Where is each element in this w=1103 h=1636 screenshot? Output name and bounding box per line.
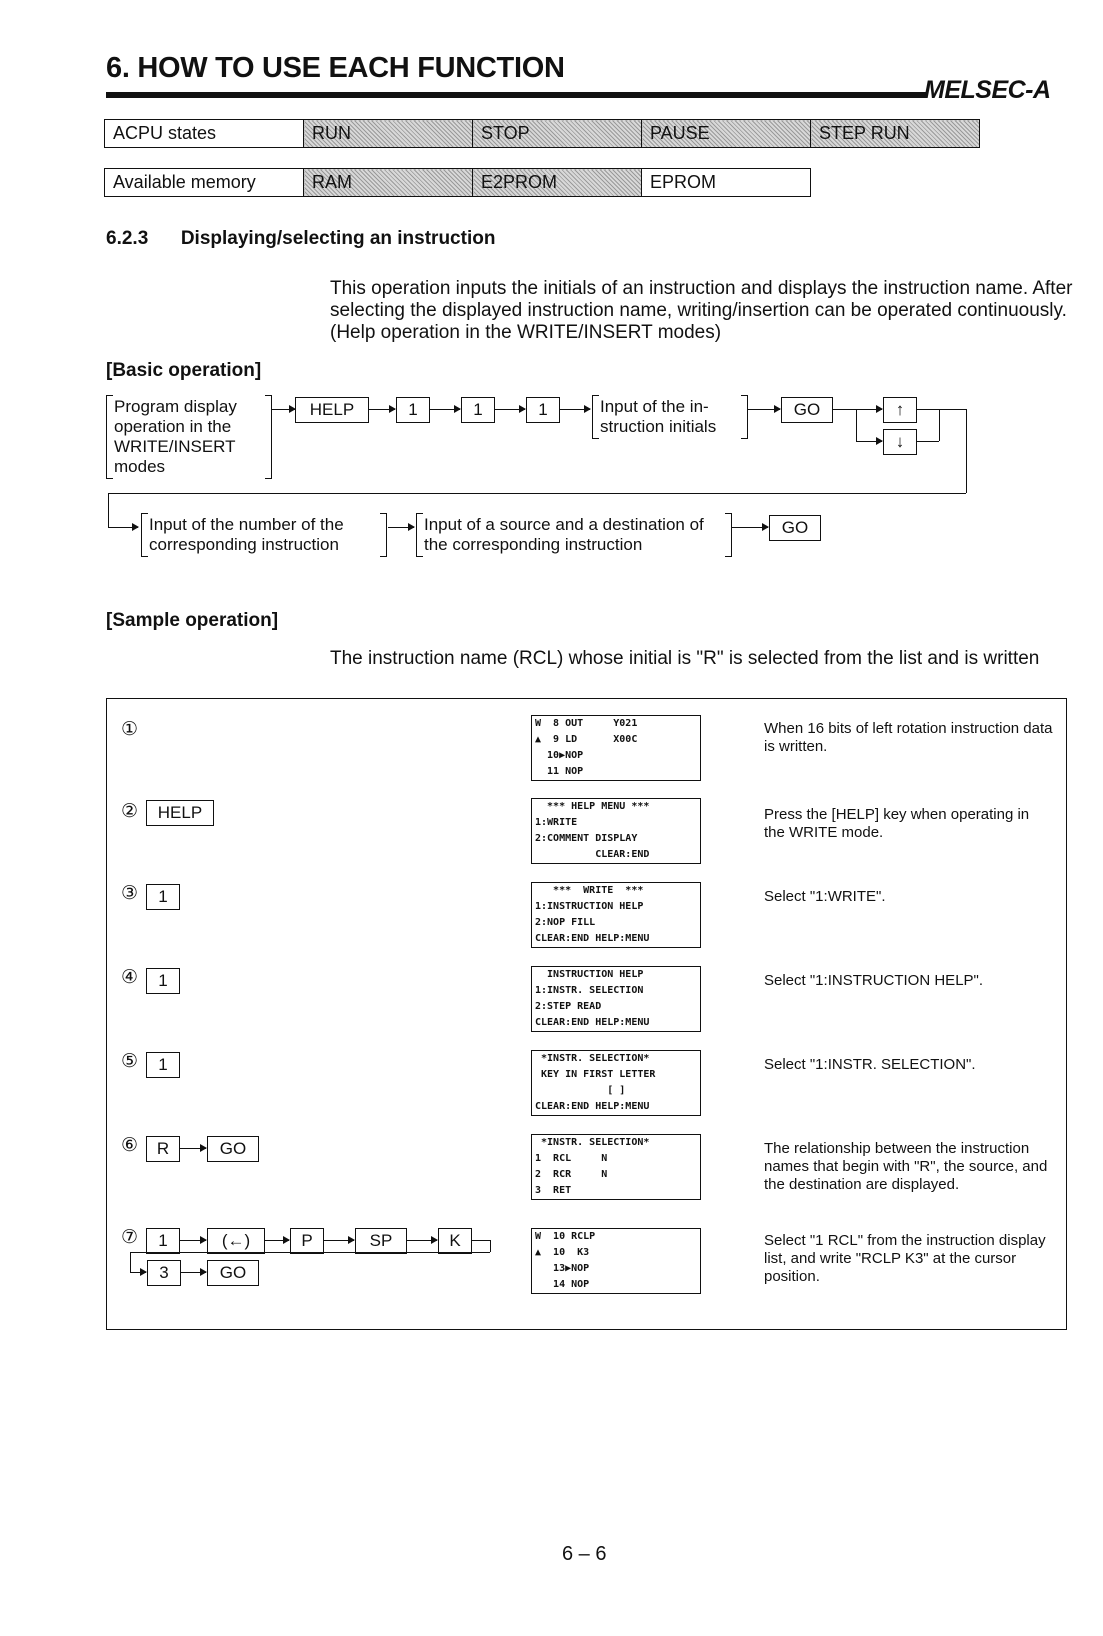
step-description: When 16 bits of left rotation instruction data is written. [764, 720, 1053, 755]
r-key: R [146, 1136, 180, 1162]
flow-line [833, 409, 856, 410]
lcd-line: 2:NOP FILL [535, 917, 596, 928]
brand-logo: MELSEC-A [924, 76, 1051, 104]
flow-line [490, 1240, 491, 1252]
lcd-line: 1:INSTRUCTION HELP [535, 901, 644, 912]
state-pause: PAUSE [642, 120, 811, 148]
sample-operation-heading: [Sample operation] [106, 610, 279, 631]
k-key: K [438, 1228, 472, 1254]
lcd-line: *** WRITE *** [535, 885, 644, 896]
step-description: The relationship between the instruction names that begin with "R", the source, and the destination are displayed. [764, 1140, 1048, 1193]
flow-arrow [495, 409, 525, 410]
flow-arrow [407, 1240, 437, 1241]
lcd-screen [531, 966, 701, 1032]
key-1: 1 [146, 884, 180, 910]
state-run: RUN [304, 120, 473, 148]
go-key: GO [781, 397, 833, 423]
key-1: 1 [146, 1228, 180, 1254]
down-key: ↓ [883, 429, 917, 455]
source-destination-input-box: Input of a source and a destination of the corresponding instruction [424, 515, 724, 555]
flow-line [917, 409, 939, 410]
flow-line [108, 493, 109, 527]
key-1: 1 [461, 397, 495, 423]
step-description: Select "1:INSTRUCTION HELP". [764, 972, 984, 989]
flow-line [939, 409, 966, 410]
acpu-states-table [104, 119, 980, 148]
state-stop: STOP [473, 120, 642, 148]
sample-intro: The instruction name (RCL) whose initial is "R" is selected from the list and is written [330, 648, 1040, 669]
page-title: 6. HOW TO USE EACH FUNCTION [106, 52, 565, 84]
lcd-line: 2:COMMENT DISPLAY [535, 833, 638, 844]
flow-arrow [560, 409, 590, 410]
lcd-line: 1:WRITE [535, 817, 578, 828]
lcd-line: 2:STEP READ [535, 1001, 602, 1012]
lcd-screen [531, 882, 701, 948]
lcd-line: 1 RCL N [535, 1153, 608, 1164]
flow-arrow [430, 409, 460, 410]
flow-arrow [856, 409, 882, 410]
up-key: ↑ [883, 397, 917, 423]
acpu-states-label: ACPU states [105, 120, 304, 148]
lcd-line: ▲ 9 LD X00C [535, 734, 638, 745]
step-number: ④ [121, 967, 139, 988]
step-description: Select "1:INSTR. SELECTION". [764, 1056, 976, 1073]
lcd-line: 3 RET [535, 1185, 572, 1196]
lcd-line: 2 RCR N [535, 1169, 608, 1180]
step-number: ① [121, 719, 139, 740]
key-3: 3 [147, 1260, 181, 1286]
memory-e2prom: E2PROM [473, 169, 642, 197]
lcd-line: 10▶NOP [535, 750, 584, 761]
lcd-line: 13▶NOP [535, 1263, 590, 1274]
lcd-screen [531, 715, 701, 781]
basic-operation-flow [106, 395, 996, 615]
lcd-line: *INSTR. SELECTION* [535, 1053, 650, 1064]
flow-arrow [856, 441, 882, 442]
p-key: P [290, 1228, 324, 1254]
go-key: GO [207, 1136, 259, 1162]
flow-return-line [108, 493, 966, 494]
left-arrow-key: (←) [207, 1228, 265, 1254]
lcd-line: 1:INSTR. SELECTION [535, 985, 644, 996]
lcd-screen [531, 1134, 701, 1200]
step-description: Press the [HELP] key when operating in the WRITE mode. [764, 806, 1030, 841]
lcd-line: W 10 RCLP [535, 1231, 596, 1242]
flow-arrow [181, 1272, 206, 1273]
flow-arrow [265, 1240, 289, 1241]
step-description: Select "1:WRITE". [764, 888, 886, 905]
lcd-line: *INSTR. SELECTION* [535, 1137, 650, 1148]
section-title: Displaying/selecting an instruction [180, 228, 496, 249]
section-intro: This operation inputs the initials of an instruction and displays the instruction name. After selecting the displayed instruction name, writing/insertion can be operated continuously. (Help operation in the WRITE/INSERT modes) [330, 278, 1073, 343]
flow-arrow [108, 527, 138, 528]
lcd-line: INSTRUCTION HELP [535, 969, 644, 980]
step-number: ② [121, 801, 139, 822]
flow-line [966, 409, 967, 493]
go-key: GO [769, 515, 821, 541]
lcd-line: CLEAR:END HELP:MENU [535, 1017, 650, 1028]
step-number: ⑦ [121, 1227, 139, 1248]
flow-arrow [130, 1272, 146, 1273]
section-heading [106, 228, 495, 250]
flow-line [856, 409, 857, 441]
step-description: Select "1 RCL" from the instruction display list, and write "RCLP K3" at the cursor position. [764, 1232, 1046, 1285]
flow-arrow [180, 1240, 206, 1241]
flow-line [917, 441, 939, 442]
lcd-line: CLEAR:END [535, 849, 650, 860]
lcd-line: [ ] [535, 1085, 626, 1096]
flow-line [939, 409, 940, 441]
flow-line [130, 1252, 131, 1272]
title-rule [106, 92, 926, 98]
lcd-screen [531, 1050, 701, 1116]
flow-arrow [324, 1240, 354, 1241]
initials-input-box: Input of the in- struction initials [600, 397, 740, 437]
memory-eprom: EPROM [642, 169, 811, 197]
lcd-line: CLEAR:END HELP:MENU [535, 933, 650, 944]
lcd-line: 11 NOP [535, 766, 584, 777]
section-number: 6.2.3 [106, 228, 149, 249]
flow-arrow [180, 1148, 206, 1149]
flow-start-box: Program display operation in the WRITE/INSERT modes [114, 397, 264, 477]
lcd-line: W 8 OUT Y021 [535, 718, 638, 729]
lcd-line: KEY IN FIRST LETTER [535, 1069, 656, 1080]
number-input-box: Input of the number of the corresponding instruction [149, 515, 379, 555]
lcd-line: 14 NOP [535, 1279, 590, 1290]
flow-line [472, 1240, 490, 1241]
available-memory-table [104, 168, 811, 197]
flow-arrow [732, 527, 768, 528]
key-1: 1 [396, 397, 430, 423]
step-number: ③ [121, 883, 139, 904]
flow-arrow [388, 527, 414, 528]
state-step-run: STEP RUN [811, 120, 980, 148]
step-number: ⑤ [121, 1051, 139, 1072]
sp-key: SP [355, 1228, 407, 1254]
memory-ram: RAM [304, 169, 473, 197]
flow-arrow [271, 409, 295, 410]
page-number: 6 – 6 [562, 1543, 607, 1565]
key-1: 1 [146, 1052, 180, 1078]
available-memory-label: Available memory [105, 169, 304, 197]
help-key: HELP [146, 800, 214, 826]
flow-arrow [369, 409, 395, 410]
flow-return-line [130, 1252, 490, 1253]
key-1: 1 [526, 397, 560, 423]
go-key: GO [207, 1260, 259, 1286]
basic-operation-heading: [Basic operation] [106, 360, 262, 381]
key-1: 1 [146, 968, 180, 994]
step-number: ⑥ [121, 1135, 139, 1156]
lcd-screen [531, 1228, 701, 1294]
lcd-screen [531, 798, 701, 864]
lcd-line: CLEAR:END HELP:MENU [535, 1101, 650, 1112]
flow-arrow [748, 409, 780, 410]
lcd-line: *** HELP MENU *** [535, 801, 650, 812]
help-key: HELP [295, 397, 369, 423]
lcd-line: ▲ 10 K3 [535, 1247, 590, 1258]
